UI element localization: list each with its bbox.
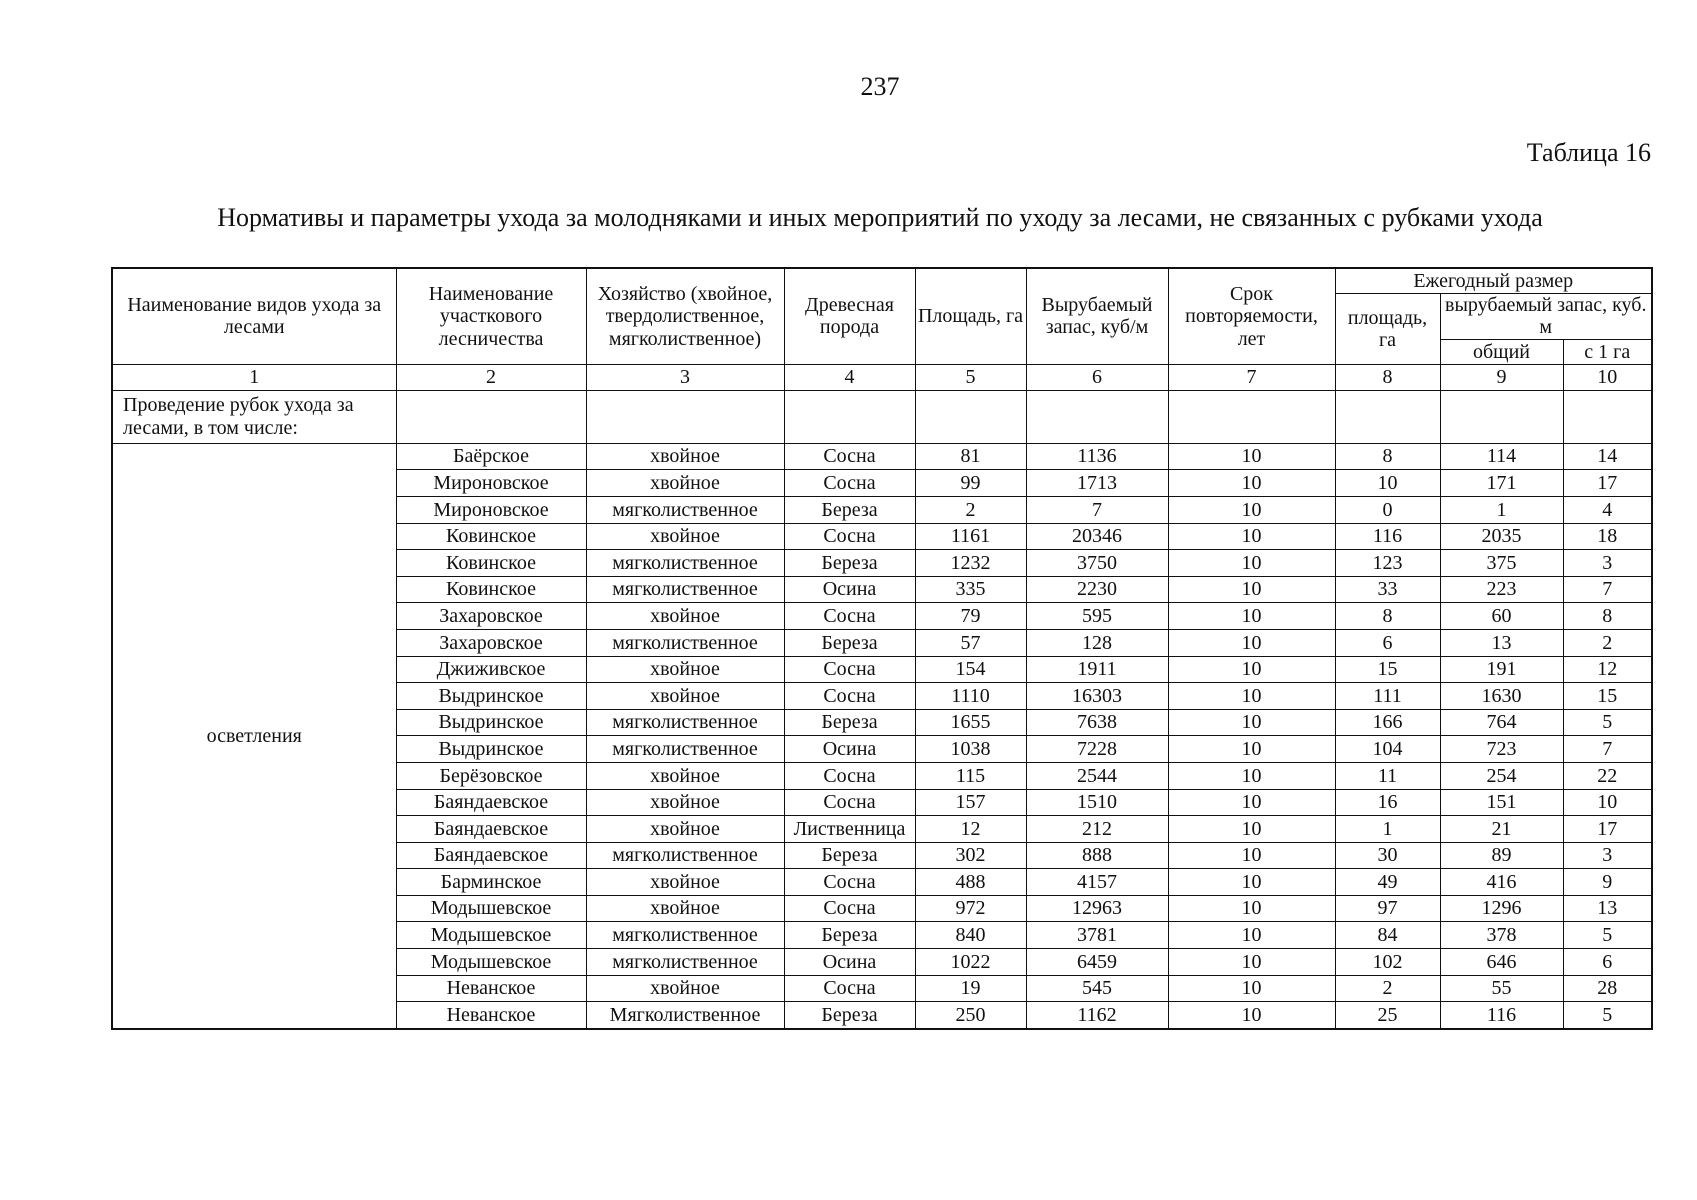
annual-total-cell: 171 (1440, 470, 1563, 497)
management-cell: мягколиственное (586, 949, 784, 976)
annual-area-cell: 123 (1335, 550, 1440, 577)
management-cell: хвойное (586, 789, 784, 816)
management-cell: хвойное (586, 762, 784, 789)
repeat-period-cell: 10 (1168, 975, 1335, 1002)
forestry-cell: Джиживское (396, 656, 586, 683)
volume-cell: 888 (1026, 842, 1168, 869)
annual-total-cell: 375 (1440, 550, 1563, 577)
annual-per-ha-cell: 7 (1563, 736, 1652, 763)
forestry-cell: Захаровское (396, 629, 586, 656)
management-cell: мягколиственное (586, 922, 784, 949)
repeat-period-cell: 10 (1168, 629, 1335, 656)
repeat-period-cell: 10 (1168, 496, 1335, 523)
annual-area-cell: 49 (1335, 869, 1440, 896)
volume-cell: 4157 (1026, 869, 1168, 896)
column-number: 6 (1026, 364, 1168, 390)
management-cell: хвойное (586, 975, 784, 1002)
management-cell: хвойное (586, 603, 784, 630)
annual-per-ha-cell: 17 (1563, 470, 1652, 497)
volume-cell: 1510 (1026, 789, 1168, 816)
annual-total-cell: 21 (1440, 816, 1563, 843)
annual-area-cell: 8 (1335, 603, 1440, 630)
species-cell: Береза (784, 842, 915, 869)
species-cell: Береза (784, 550, 915, 577)
annual-total-cell: 416 (1440, 869, 1563, 896)
area-cell: 1038 (915, 736, 1026, 763)
empty-cell (1335, 390, 1440, 443)
area-cell: 157 (915, 789, 1026, 816)
repeat-period-cell: 10 (1168, 816, 1335, 843)
annual-per-ha-cell: 3 (1563, 550, 1652, 577)
forestry-cell: Баяндаевское (396, 789, 586, 816)
annual-area-cell: 25 (1335, 1002, 1440, 1029)
species-cell: Сосна (784, 470, 915, 497)
area-cell: 2 (915, 496, 1026, 523)
annual-per-ha-cell: 5 (1563, 1002, 1652, 1029)
management-cell: мягколиственное (586, 576, 784, 603)
annual-per-ha-cell: 8 (1563, 603, 1652, 630)
column-number: 8 (1335, 364, 1440, 390)
management-cell: мягколиственное (586, 709, 784, 736)
category-cell: осветления (112, 443, 396, 1029)
area-cell: 250 (915, 1002, 1026, 1029)
volume-cell: 2544 (1026, 762, 1168, 789)
volume-cell: 6459 (1026, 949, 1168, 976)
forestry-cell: Баяндаевское (396, 842, 586, 869)
annual-total-cell: 55 (1440, 975, 1563, 1002)
annual-total-cell: 89 (1440, 842, 1563, 869)
species-cell: Осина (784, 949, 915, 976)
species-cell: Сосна (784, 443, 915, 470)
species-cell: Осина (784, 576, 915, 603)
repeat-period-cell: 10 (1168, 523, 1335, 550)
annual-per-ha-cell: 12 (1563, 656, 1652, 683)
annual-total-cell: 254 (1440, 762, 1563, 789)
volume-cell: 3781 (1026, 922, 1168, 949)
annual-area-cell: 6 (1335, 629, 1440, 656)
section-title: Проведение рубок ухода за лесами, в том числе: (112, 390, 396, 443)
volume-cell: 20346 (1026, 523, 1168, 550)
forestry-cell: Ковинское (396, 550, 586, 577)
header-repeat-period: Срок повторяемости, лет (1168, 268, 1335, 364)
annual-area-cell: 15 (1335, 656, 1440, 683)
forestry-cell: Ковинское (396, 576, 586, 603)
annual-per-ha-cell: 17 (1563, 816, 1652, 843)
area-cell: 840 (915, 922, 1026, 949)
annual-total-cell: 1 (1440, 496, 1563, 523)
area-cell: 81 (915, 443, 1026, 470)
header-annual-volume: вырубаемый запас, куб. м (1440, 294, 1652, 340)
forestry-cell: Баяндаевское (396, 816, 586, 843)
repeat-period-cell: 10 (1168, 922, 1335, 949)
annual-area-cell: 104 (1335, 736, 1440, 763)
annual-total-cell: 116 (1440, 1002, 1563, 1029)
annual-total-cell: 1630 (1440, 683, 1563, 710)
annual-total-cell: 1296 (1440, 895, 1563, 922)
forestry-cell: Выдринское (396, 683, 586, 710)
volume-cell: 1136 (1026, 443, 1168, 470)
species-cell: Береза (784, 1002, 915, 1029)
area-cell: 115 (915, 762, 1026, 789)
annual-area-cell: 1 (1335, 816, 1440, 843)
forestry-cell: Модышевское (396, 949, 586, 976)
management-cell: хвойное (586, 895, 784, 922)
forestry-cell: Баёрское (396, 443, 586, 470)
area-cell: 12 (915, 816, 1026, 843)
forestry-cell: Модышевское (396, 895, 586, 922)
annual-per-ha-cell: 13 (1563, 895, 1652, 922)
annual-per-ha-cell: 9 (1563, 869, 1652, 896)
annual-per-ha-cell: 4 (1563, 496, 1652, 523)
area-cell: 57 (915, 629, 1026, 656)
repeat-period-cell: 10 (1168, 443, 1335, 470)
species-cell: Сосна (784, 523, 915, 550)
section-row (112, 390, 1652, 443)
column-number: 5 (915, 364, 1026, 390)
forestry-cell: Захаровское (396, 603, 586, 630)
column-number: 4 (784, 364, 915, 390)
volume-cell: 7638 (1026, 709, 1168, 736)
annual-area-cell: 97 (1335, 895, 1440, 922)
annual-area-cell: 8 (1335, 443, 1440, 470)
repeat-period-cell: 10 (1168, 762, 1335, 789)
species-cell: Сосна (784, 683, 915, 710)
header-annual-total: общий (1440, 339, 1563, 364)
annual-total-cell: 764 (1440, 709, 1563, 736)
document-title: Нормативы и параметры ухода за молодняками и иных мероприятий по уходу за лесами, не связанных с рубками ухода (217, 203, 1543, 232)
area-cell: 302 (915, 842, 1026, 869)
header-forestry: Наименование участкового лесничества (396, 268, 586, 364)
management-cell: мягколиственное (586, 550, 784, 577)
table-label: Таблица 16 (1526, 138, 1651, 167)
annual-area-cell: 2 (1335, 975, 1440, 1002)
volume-cell: 128 (1026, 629, 1168, 656)
volume-cell: 12963 (1026, 895, 1168, 922)
annual-total-cell: 723 (1440, 736, 1563, 763)
annual-total-cell: 13 (1440, 629, 1563, 656)
column-number: 10 (1563, 364, 1652, 390)
species-cell: Сосна (784, 603, 915, 630)
volume-cell: 7228 (1026, 736, 1168, 763)
forest-care-table (111, 267, 1653, 1030)
volume-cell: 2230 (1026, 576, 1168, 603)
empty-cell (1440, 390, 1563, 443)
species-cell: Сосна (784, 869, 915, 896)
repeat-period-cell: 10 (1168, 842, 1335, 869)
empty-cell (784, 390, 915, 443)
annual-area-cell: 30 (1335, 842, 1440, 869)
management-cell: хвойное (586, 443, 784, 470)
annual-area-cell: 116 (1335, 523, 1440, 550)
area-cell: 1110 (915, 683, 1026, 710)
forestry-cell: Модышевское (396, 922, 586, 949)
annual-area-cell: 111 (1335, 683, 1440, 710)
management-cell: хвойное (586, 869, 784, 896)
area-cell: 1232 (915, 550, 1026, 577)
header-management: Хозяйство (хвойное, твердолиственное, мягколиственное) (586, 268, 784, 364)
column-number: 9 (1440, 364, 1563, 390)
repeat-period-cell: 10 (1168, 789, 1335, 816)
management-cell: хвойное (586, 523, 784, 550)
repeat-period-cell: 10 (1168, 576, 1335, 603)
empty-cell (1168, 390, 1335, 443)
repeat-period-cell: 10 (1168, 656, 1335, 683)
volume-cell: 7 (1026, 496, 1168, 523)
annual-area-cell: 84 (1335, 922, 1440, 949)
area-cell: 972 (915, 895, 1026, 922)
header-area: Площадь, га (915, 268, 1026, 364)
area-cell: 1655 (915, 709, 1026, 736)
species-cell: Сосна (784, 789, 915, 816)
repeat-period-cell: 10 (1168, 869, 1335, 896)
volume-cell: 3750 (1026, 550, 1168, 577)
repeat-period-cell: 10 (1168, 736, 1335, 763)
empty-cell (396, 390, 586, 443)
volume-cell: 212 (1026, 816, 1168, 843)
annual-per-ha-cell: 28 (1563, 975, 1652, 1002)
annual-area-cell: 10 (1335, 470, 1440, 497)
management-cell: хвойное (586, 656, 784, 683)
annual-area-cell: 0 (1335, 496, 1440, 523)
annual-area-cell: 11 (1335, 762, 1440, 789)
column-number: 7 (1168, 364, 1335, 390)
species-cell: Береза (784, 709, 915, 736)
empty-cell (915, 390, 1026, 443)
annual-total-cell: 378 (1440, 922, 1563, 949)
management-cell: мягколиственное (586, 629, 784, 656)
volume-cell: 545 (1026, 975, 1168, 1002)
species-cell: Осина (784, 736, 915, 763)
header-care-type: Наименование видов ухода за лесами (112, 268, 396, 364)
species-cell: Береза (784, 496, 915, 523)
volume-cell: 1911 (1026, 656, 1168, 683)
annual-per-ha-cell: 22 (1563, 762, 1652, 789)
species-cell: Сосна (784, 656, 915, 683)
annual-per-ha-cell: 2 (1563, 629, 1652, 656)
annual-total-cell: 151 (1440, 789, 1563, 816)
species-cell: Береза (784, 922, 915, 949)
forestry-cell: Ковинское (396, 523, 586, 550)
repeat-period-cell: 10 (1168, 550, 1335, 577)
area-cell: 79 (915, 603, 1026, 630)
repeat-period-cell: 10 (1168, 683, 1335, 710)
annual-total-cell: 646 (1440, 949, 1563, 976)
column-number: 3 (586, 364, 784, 390)
repeat-period-cell: 10 (1168, 470, 1335, 497)
management-cell: мягколиственное (586, 736, 784, 763)
annual-per-ha-cell: 5 (1563, 709, 1652, 736)
area-cell: 154 (915, 656, 1026, 683)
forestry-cell: Берёзовское (396, 762, 586, 789)
annual-per-ha-cell: 3 (1563, 842, 1652, 869)
annual-per-ha-cell: 5 (1563, 922, 1652, 949)
header-species: Древесная порода (784, 268, 915, 364)
area-cell: 99 (915, 470, 1026, 497)
annual-area-cell: 16 (1335, 789, 1440, 816)
empty-cell (586, 390, 784, 443)
annual-area-cell: 102 (1335, 949, 1440, 976)
volume-cell: 595 (1026, 603, 1168, 630)
header-volume: Вырубаемый запас, куб/м (1026, 268, 1168, 364)
species-cell: Сосна (784, 895, 915, 922)
annual-per-ha-cell: 15 (1563, 683, 1652, 710)
annual-total-cell: 114 (1440, 443, 1563, 470)
forestry-cell: Выдринское (396, 736, 586, 763)
forestry-cell: Барминское (396, 869, 586, 896)
area-cell: 1161 (915, 523, 1026, 550)
volume-cell: 1713 (1026, 470, 1168, 497)
area-cell: 335 (915, 576, 1026, 603)
species-cell: Береза (784, 629, 915, 656)
column-number: 1 (112, 364, 396, 390)
repeat-period-cell: 10 (1168, 709, 1335, 736)
column-number: 2 (396, 364, 586, 390)
annual-total-cell: 2035 (1440, 523, 1563, 550)
management-cell: Мягколиственное (586, 1002, 784, 1029)
annual-area-cell: 166 (1335, 709, 1440, 736)
management-cell: хвойное (586, 683, 784, 710)
forestry-cell: Мироновское (396, 496, 586, 523)
annual-area-cell: 33 (1335, 576, 1440, 603)
volume-cell: 16303 (1026, 683, 1168, 710)
repeat-period-cell: 10 (1168, 1002, 1335, 1029)
page-number: 237 (860, 72, 900, 101)
forestry-cell: Выдринское (396, 709, 586, 736)
annual-per-ha-cell: 7 (1563, 576, 1652, 603)
forestry-cell: Неванское (396, 975, 586, 1002)
species-cell: Лиственница (784, 816, 915, 843)
forestry-cell: Мироновское (396, 470, 586, 497)
repeat-period-cell: 10 (1168, 895, 1335, 922)
area-cell: 19 (915, 975, 1026, 1002)
annual-per-ha-cell: 18 (1563, 523, 1652, 550)
column-number-row (112, 364, 1652, 390)
repeat-period-cell: 10 (1168, 603, 1335, 630)
empty-cell (1563, 390, 1652, 443)
header-annual-size: Ежегодный размер (1335, 268, 1652, 294)
table-row (112, 443, 1652, 470)
annual-total-cell: 60 (1440, 603, 1563, 630)
area-cell: 1022 (915, 949, 1026, 976)
forestry-cell: Неванское (396, 1002, 586, 1029)
management-cell: хвойное (586, 470, 784, 497)
species-cell: Сосна (784, 975, 915, 1002)
annual-per-ha-cell: 6 (1563, 949, 1652, 976)
empty-cell (1026, 390, 1168, 443)
annual-total-cell: 191 (1440, 656, 1563, 683)
volume-cell: 1162 (1026, 1002, 1168, 1029)
management-cell: хвойное (586, 816, 784, 843)
header-annual-per-ha: с 1 га (1563, 339, 1652, 364)
species-cell: Сосна (784, 762, 915, 789)
annual-total-cell: 223 (1440, 576, 1563, 603)
annual-per-ha-cell: 14 (1563, 443, 1652, 470)
header-annual-area: площадь, га (1335, 294, 1440, 365)
management-cell: мягколиственное (586, 842, 784, 869)
repeat-period-cell: 10 (1168, 949, 1335, 976)
area-cell: 488 (915, 869, 1026, 896)
annual-per-ha-cell: 10 (1563, 789, 1652, 816)
management-cell: мягколиственное (586, 496, 784, 523)
